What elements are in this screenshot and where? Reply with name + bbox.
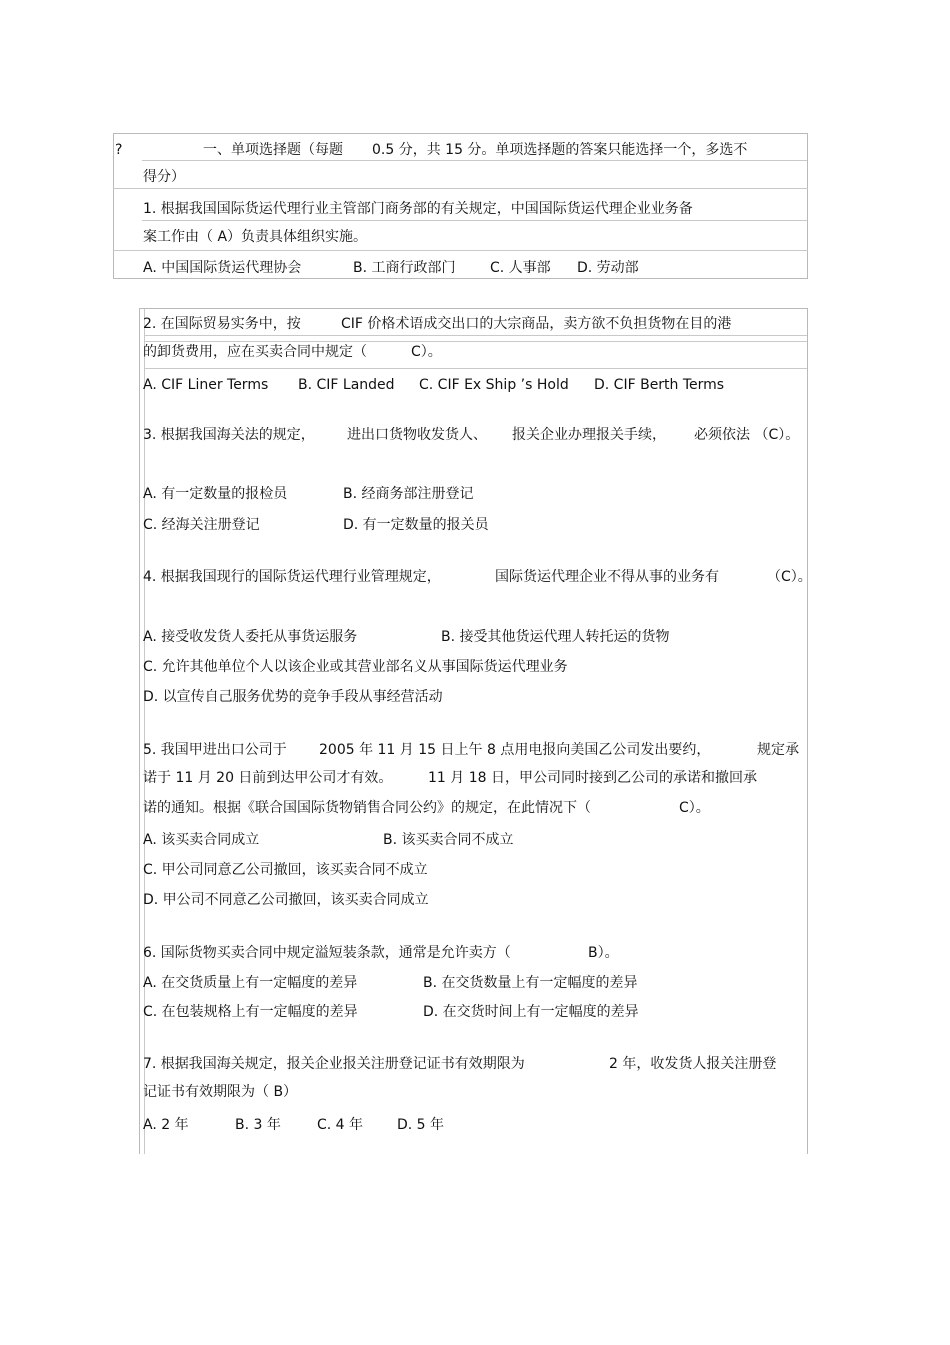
row-divider: [142, 160, 807, 161]
q3-stem-part-2: 进出口货物收发货人、: [347, 427, 487, 443]
row-divider: [142, 220, 807, 221]
q5-stem-line2-b: 11 月 18 日，甲公司同时接到乙公司的承诺和撤回承: [428, 770, 757, 786]
q2-stem-line1-a: 2. 在国际贸易实务中，按: [143, 316, 301, 332]
q5-option-a: A. 该买卖合同成立: [143, 832, 260, 848]
section-title-part-b: 0.5 分，共 15 分。单项选择题的答案只能选择一个，多选不: [372, 142, 748, 158]
row-divider: [144, 341, 807, 342]
q4-stem-part-3: （C）。: [767, 569, 812, 585]
q4-option-b: B. 接受其他货运代理人转托运的货物: [441, 629, 670, 645]
section-bullet: ?: [115, 142, 123, 158]
q3-option-a: A. 有一定数量的报检员: [143, 486, 288, 502]
q7-stem-line1-b: 2 年，收发货人报关注册登: [609, 1056, 777, 1072]
q6-stem-a: 6. 国际货物买卖合同中规定溢短装条款，通常是允许卖方（: [143, 945, 511, 961]
q5-option-b: B. 该买卖合同不成立: [383, 832, 514, 848]
q3-option-c: C. 经海关注册登记: [143, 517, 260, 533]
q2-option-c: C. CIF Ex Ship ’s Hold: [419, 377, 569, 393]
q6-option-d: D. 在交货时间上有一定幅度的差异: [423, 1004, 639, 1020]
section-title-part-a: 一、单项选择题（每题: [203, 142, 343, 158]
q5-option-c: C. 甲公司同意乙公司撤回，该买卖合同不成立: [143, 862, 428, 878]
q2-stem-line2-a: 的卸货费用，应在买卖合同中规定（: [143, 344, 367, 360]
row-divider: [144, 335, 807, 336]
q7-option-c: C. 4 年: [317, 1117, 364, 1133]
q6-option-c: C. 在包装规格上有一定幅度的差异: [143, 1004, 358, 1020]
q1-stem-line1: 1. 根据我国国际货运代理行业主管部门商务部的有关规定，中国国际货运代理企业业务备: [143, 201, 693, 217]
q3-stem-part-3: 报关企业办理报关手续，: [512, 427, 666, 443]
q1-option-c: C. 人事部: [490, 260, 551, 276]
q5-stem-line1-c: 规定承: [757, 742, 799, 758]
q7-option-d: D. 5 年: [397, 1117, 445, 1133]
q2-stem-line2-b: C）。: [411, 344, 442, 360]
q2-option-d: D. CIF Berth Terms: [594, 377, 725, 393]
q6-stem-b: B）。: [588, 945, 619, 961]
row-divider: [144, 368, 807, 369]
q5-stem-line1-b: 2005 年 11 月 15 日上午 8 点用电报向美国乙公司发出要约，: [319, 742, 711, 758]
section-title-part-c: 得分）: [143, 169, 185, 185]
q1-option-b: B. 工商行政部门: [353, 260, 456, 276]
q6-option-a: A. 在交货质量上有一定幅度的差异: [143, 975, 358, 991]
q4-option-c: C. 允许其他单位个人以该企业或其营业部名义从事国际货运代理业务: [143, 659, 568, 675]
q3-stem-part-4: 必须依法 （C）。: [694, 427, 800, 443]
q5-stem-line1-a: 5. 我国甲进出口公司于: [143, 742, 287, 758]
q4-stem-part-2: 国际货运代理企业不得从事的业务有: [495, 569, 719, 585]
q3-stem-part-1: 3. 根据我国海关法的规定，: [143, 427, 315, 443]
q2-stem-line1-b: CIF 价格术语成交出口的大宗商品，卖方欲不负担货物在目的港: [341, 316, 732, 332]
q1-option-d: D. 劳动部: [577, 260, 639, 276]
q4-option-a: A. 接受收发货人委托从事货运服务: [143, 629, 358, 645]
q5-stem-line3-b: C）。: [679, 800, 710, 816]
q4-stem-part-1: 4. 根据我国现行的国际货运代理行业管理规定，: [143, 569, 441, 585]
q5-option-d: D. 甲公司不同意乙公司撤回，该买卖合同成立: [143, 892, 429, 908]
q5-stem-line2-a: 诺于 11 月 20 日前到达甲公司才有效。: [143, 770, 393, 786]
q1-stem-line2: 案工作由（ A）负责具体组织实施。: [143, 229, 368, 245]
row-divider: [113, 250, 808, 251]
q4-option-d: D. 以宣传自己服务优势的竞争手段从事经营活动: [143, 689, 443, 705]
q1-option-a: A. 中国国际货运代理协会: [143, 260, 302, 276]
q2-option-a: A. CIF Liner Terms: [143, 377, 269, 393]
q3-option-d: D. 有一定数量的报关员: [343, 517, 489, 533]
row-divider: [113, 188, 808, 189]
q3-option-b: B. 经商务部注册登记: [343, 486, 474, 502]
q5-stem-line3-a: 诺的通知。根据《联合国国际货物销售合同公约》的规定，在此情况下（: [143, 800, 591, 816]
q7-option-b: B. 3 年: [235, 1117, 281, 1133]
q7-option-a: A. 2 年: [143, 1117, 189, 1133]
q7-stem-line2: 记证书有效期限为（ B）: [143, 1084, 298, 1100]
q7-stem-line1-a: 7. 根据我国海关规定，报关企业报关注册登记证书有效期限为: [143, 1056, 525, 1072]
q2-option-b: B. CIF Landed: [298, 377, 395, 393]
q6-option-b: B. 在交货数量上有一定幅度的差异: [423, 975, 638, 991]
